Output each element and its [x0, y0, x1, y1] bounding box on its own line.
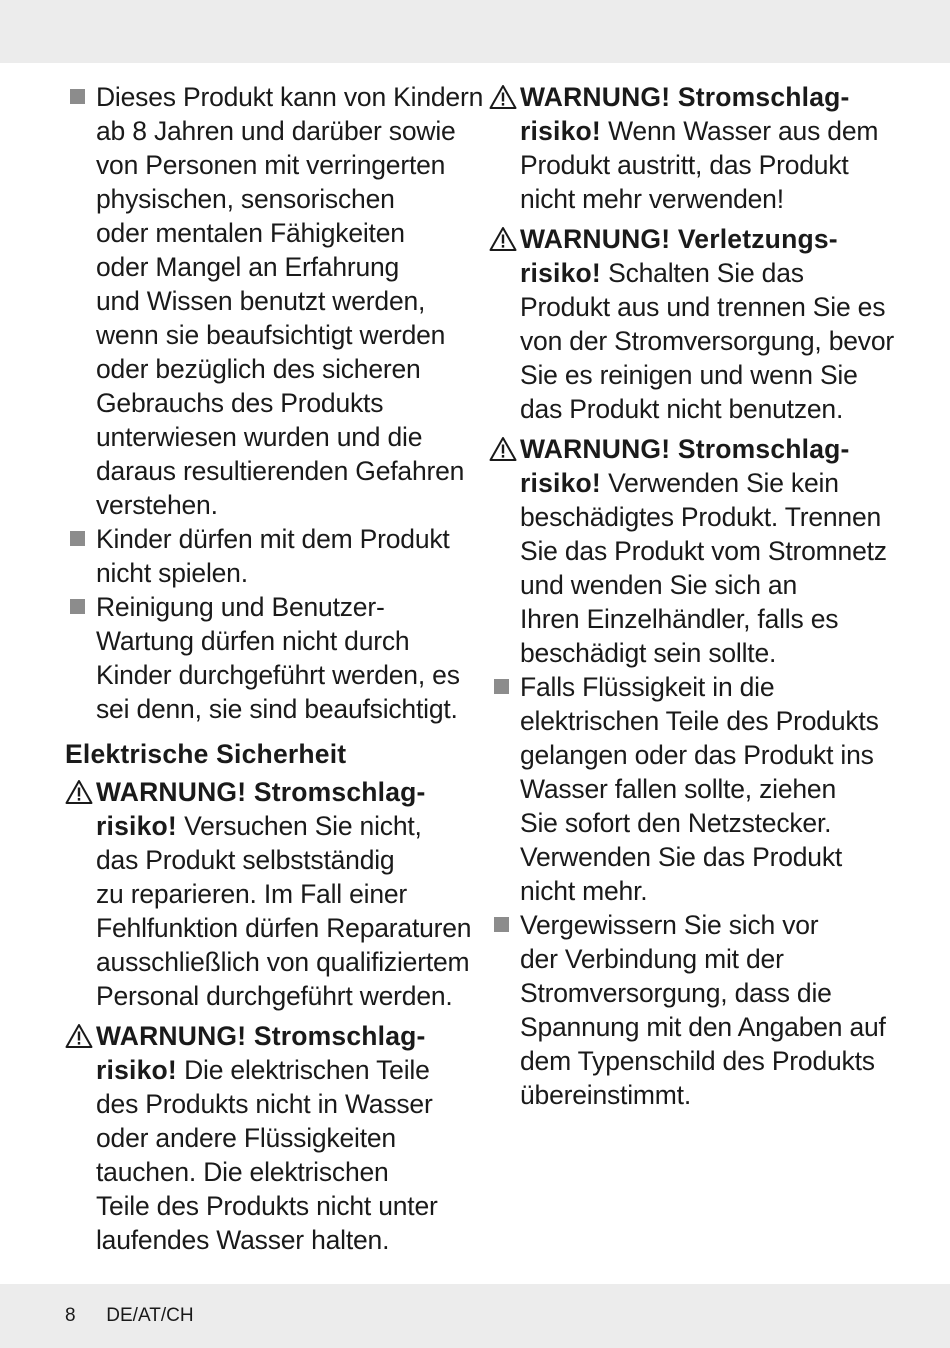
warning-item — [65, 1019, 465, 1257]
warning-title: WARNUNG! Verletzungs- — [520, 224, 838, 254]
text-line: gelangen oder das Produkt ins — [520, 740, 874, 770]
text-line: oder bezüglich des sicheren — [96, 354, 421, 384]
text-line: dem Typenschild des Produkts — [520, 1046, 875, 1076]
text-line: nicht spielen. — [96, 558, 248, 588]
warning-title: risiko! — [96, 1055, 177, 1085]
text-line: Ihren Einzelhändler, falls es — [520, 604, 839, 634]
right-column — [489, 80, 895, 1112]
text-line: Falls Flüssigkeit in die — [520, 672, 775, 702]
header-band — [0, 0, 950, 63]
square-bullet-icon — [494, 679, 509, 694]
text-line: tauchen. Die elektrischen — [96, 1157, 389, 1187]
text-line: Personal durchgeführt werden. — [96, 981, 453, 1011]
text-line: physischen, sensorischen — [96, 184, 395, 214]
warning-title: WARNUNG! Stromschlag- — [96, 1021, 426, 1051]
text-line: Dieses Produkt kann von Kindern — [96, 82, 484, 112]
text-line: des Produkts nicht in Wasser — [96, 1089, 433, 1119]
text-line: wenn sie beaufsichtigt werden — [96, 320, 446, 350]
list-item — [489, 670, 889, 908]
warning-title: WARNUNG! Stromschlag- — [96, 777, 426, 807]
text-line: Wenn Wasser aus dem — [600, 116, 879, 146]
text-line: oder andere Flüssigkeiten — [96, 1123, 396, 1153]
text-line: zu reparieren. Im Fall einer — [96, 879, 408, 909]
square-bullet-icon — [494, 917, 509, 932]
left-column — [65, 80, 484, 1257]
warning-triangle-icon — [489, 436, 517, 462]
text-line: beschädigtes Produkt. Trennen — [520, 502, 882, 532]
text-line: beschädigt sein sollte. — [520, 638, 777, 668]
text-line: Produkt austritt, das Produkt — [520, 150, 849, 180]
text-line: sei denn, sie sind beaufsichtigt. — [96, 694, 458, 724]
text-line: Schalten Sie das — [600, 258, 804, 288]
text-line: daraus resultierenden Gefahren — [96, 456, 465, 486]
text-line: Spannung mit den Angaben auf — [520, 1012, 886, 1042]
text-line: Teile des Produkts nicht unter — [96, 1191, 438, 1221]
text-line: Kinder durchgeführt werden, es — [96, 660, 460, 690]
square-bullet-icon — [70, 599, 85, 614]
text-line: das Produkt nicht benutzen. — [520, 394, 844, 424]
text-line: Vergewissern Sie sich vor — [520, 910, 819, 940]
text-line: nicht mehr verwenden! — [520, 184, 784, 214]
text-line: unterwiesen wurden und die — [96, 422, 423, 452]
text-line: der Verbindung mit der — [520, 944, 784, 974]
text-line: Verwenden Sie das Produkt — [520, 842, 843, 872]
text-line: Die elektrischen Teile — [176, 1055, 430, 1085]
text-line: Gebrauchs des Produkts — [96, 388, 384, 418]
list-item — [65, 522, 465, 590]
text-line: oder mentalen Fähigkeiten — [96, 218, 405, 248]
warning-triangle-icon — [489, 226, 517, 252]
warning-title: risiko! — [520, 468, 601, 498]
text-line: und Wissen benutzt werden, — [96, 286, 426, 316]
warning-title: risiko! — [96, 811, 177, 841]
warning-item — [489, 432, 889, 670]
warning-triangle-icon — [489, 84, 517, 110]
text-line: übereinstimmt. — [520, 1080, 691, 1110]
text-line: Stromversorgung, dass die — [520, 978, 832, 1008]
page-number: 8 — [65, 1305, 76, 1326]
warning-item — [489, 222, 895, 426]
warning-title: risiko! — [520, 116, 601, 146]
text-line: Wasser fallen sollte, ziehen — [520, 774, 836, 804]
text-line: Versuchen Sie nicht, — [176, 811, 422, 841]
list-item — [489, 908, 889, 1112]
text-line: das Produkt selbstständig — [96, 845, 395, 875]
warning-title: WARNUNG! Stromschlag- — [520, 434, 850, 464]
text-line: Sie sofort den Netzstecker. — [520, 808, 832, 838]
warning-title: WARNUNG! Stromschlag- — [520, 82, 850, 112]
page-footer — [65, 1305, 194, 1327]
text-line: Produkt aus und trennen Sie es — [520, 292, 886, 322]
warning-title: risiko! — [520, 258, 601, 288]
text-line: von der Stromversorgung, bevor — [520, 326, 895, 356]
text-line: Fehlfunktion dürfen Reparaturen — [96, 913, 472, 943]
text-line: nicht mehr. — [520, 876, 648, 906]
text-line: von Personen mit verringerten — [96, 150, 446, 180]
text-line: Verwenden Sie kein — [600, 468, 839, 498]
text-line: verstehen. — [96, 490, 218, 520]
text-line: Kinder dürfen mit dem Produkt — [96, 524, 450, 554]
text-line: oder Mangel an Erfahrung — [96, 252, 400, 282]
text-line: Sie es reinigen und wenn Sie — [520, 360, 858, 390]
text-line: ab 8 Jahren und darüber sowie — [96, 116, 456, 146]
warning-triangle-icon — [65, 779, 93, 805]
list-item — [65, 80, 484, 522]
warning-triangle-icon — [65, 1023, 93, 1049]
square-bullet-icon — [70, 89, 85, 104]
text-line: ausschließlich von qualifiziertem — [96, 947, 470, 977]
warning-item — [489, 80, 889, 216]
list-item — [65, 590, 465, 726]
warning-item — [65, 775, 472, 1013]
section-heading: Elektrische Sicherheit — [65, 739, 347, 769]
text-line: Reinigung und Benutzer- — [96, 592, 385, 622]
text-line: Sie das Produkt vom Stromnetz — [520, 536, 887, 566]
text-line: elektrischen Teile des Produkts — [520, 706, 879, 736]
text-line: Wartung dürfen nicht durch — [96, 626, 410, 656]
text-line: und wenden Sie sich an — [520, 570, 797, 600]
region-label: DE/AT/CH — [106, 1305, 194, 1326]
square-bullet-icon — [70, 531, 85, 546]
text-line: laufendes Wasser halten. — [96, 1225, 390, 1255]
